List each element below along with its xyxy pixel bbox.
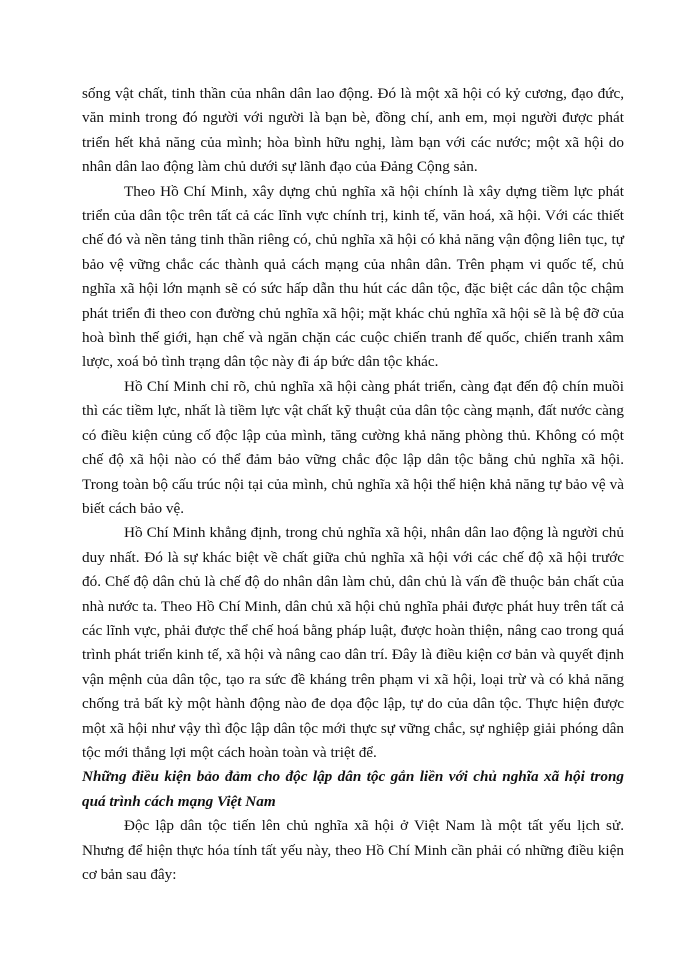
paragraph-socialism-development: Hồ Chí Minh chỉ rõ, chủ nghĩa xã hội càng phát triển, càng đạt đến độ chín muồi thì các tiềm lực, nhất là tiềm lực vật chất kỹ thuật của dân tộc càng mạnh, đất nước càng có điều kiện củng cố độc lập của mình, tăng cường khả năng phòng thủ. Không có một chế độ xã hội nào có thể đảm bảo vững chắc độc lập dân tộc bằng chủ nghĩa xã hội. Trong toàn bộ cấu trúc nội tại của mình, chủ nghĩa xã hội thể hiện khả năng tự bảo vệ và biết cách bảo vệ.: [82, 377, 624, 517]
document-page: [82, 82, 624, 887]
section-heading: Những điều kiện bảo đảm cho độc lập dân tộc gắn liền với chủ nghĩa xã hội trong quá trình cách mạng Việt Nam: [82, 768, 624, 810]
paragraph-people-as-masters: Hồ Chí Minh khẳng định, trong chủ nghĩa xã hội, nhân dân lao động là người chủ duy nhất. Đó là sự khác biệt về chất giữa chủ nghĩa xã hội với các chế độ xã hội trước đó. Chế độ dân chủ là chế độ do nhân dân làm chủ, dân chủ là vấn đề thuộc bản chất của nhà nước ta. Theo Hồ Chí Minh, dân chủ xã hội chủ nghĩa phải được phát huy trên tất cả các lĩnh vực, phải được thể chế hoá bằng pháp luật, được hoàn thiện, nâng cao trong quá trình phát triển kinh tế, xã hội và nâng cao dân trí. Đây là điều kiện cơ bản và quyết định vận mệnh của dân tộc, tạo ra sức đề kháng trên phạm vi xã hội, loại trừ và có khả năng chống trả bất kỳ một hành động nào đe dọa độc lập, tự do của dân tộc. Thực hiện được một xã hội như vậy thì độc lập dân tộc mới thực sự vững chắc, sự nghiệp giải phóng dân tộc mới thắng lợi một cách hoàn toàn và triệt để.: [82, 524, 624, 761]
paragraph-historical-necessity: Độc lập dân tộc tiến lên chủ nghĩa xã hội ở Việt Nam là một tất yếu lịch sử. Nhưng để hiện thực hóa tính tất yếu này, theo Hồ Chí Minh cần phải có những điều kiện cơ bản sau đây:: [82, 817, 624, 883]
paragraph-building-socialism: Theo Hồ Chí Minh, xây dựng chủ nghĩa xã hội chính là xây dựng tiềm lực phát triển của dân tộc trên tất cả các lĩnh vực chính trị, kinh tế, văn hoá, xã hội. Với các thiết chế đó và nền tảng tinh thần riêng có, chủ nghĩa xã hội có khả năng vận động liên tục, tự bảo vệ vững chắc các thành quả cách mạng của nhân dân. Trên phạm vi quốc tế, chủ nghĩa xã hội lớn mạnh sẽ có sức hấp dẫn thu hút các dân tộc, đặc biệt các dân tộc chậm phát triển đi theo con đường chủ nghĩa xã hội; mặt khác chủ nghĩa xã hội sẽ là bệ đỡ của hoà bình thế giới, hạn chế và ngăn chặn các cuộc chiến tranh đế quốc, chiến tranh xâm lược, xoá bỏ tình trạng dân tộc này đi áp bức dân tộc khác.: [82, 182, 624, 371]
paragraph-continuation: sống vật chất, tinh thần của nhân dân lao động. Đó là một xã hội có kỷ cương, đạo đức, văn minh trong đó người với người là bạn bè, đồng chí, anh em, mọi người được phát triển hết khả năng của mình; hòa bình hữu nghị, làm bạn với các nước; một xã hội do nhân dân lao động làm chủ dưới sự lãnh đạo của Đảng Cộng sản.: [82, 85, 624, 176]
